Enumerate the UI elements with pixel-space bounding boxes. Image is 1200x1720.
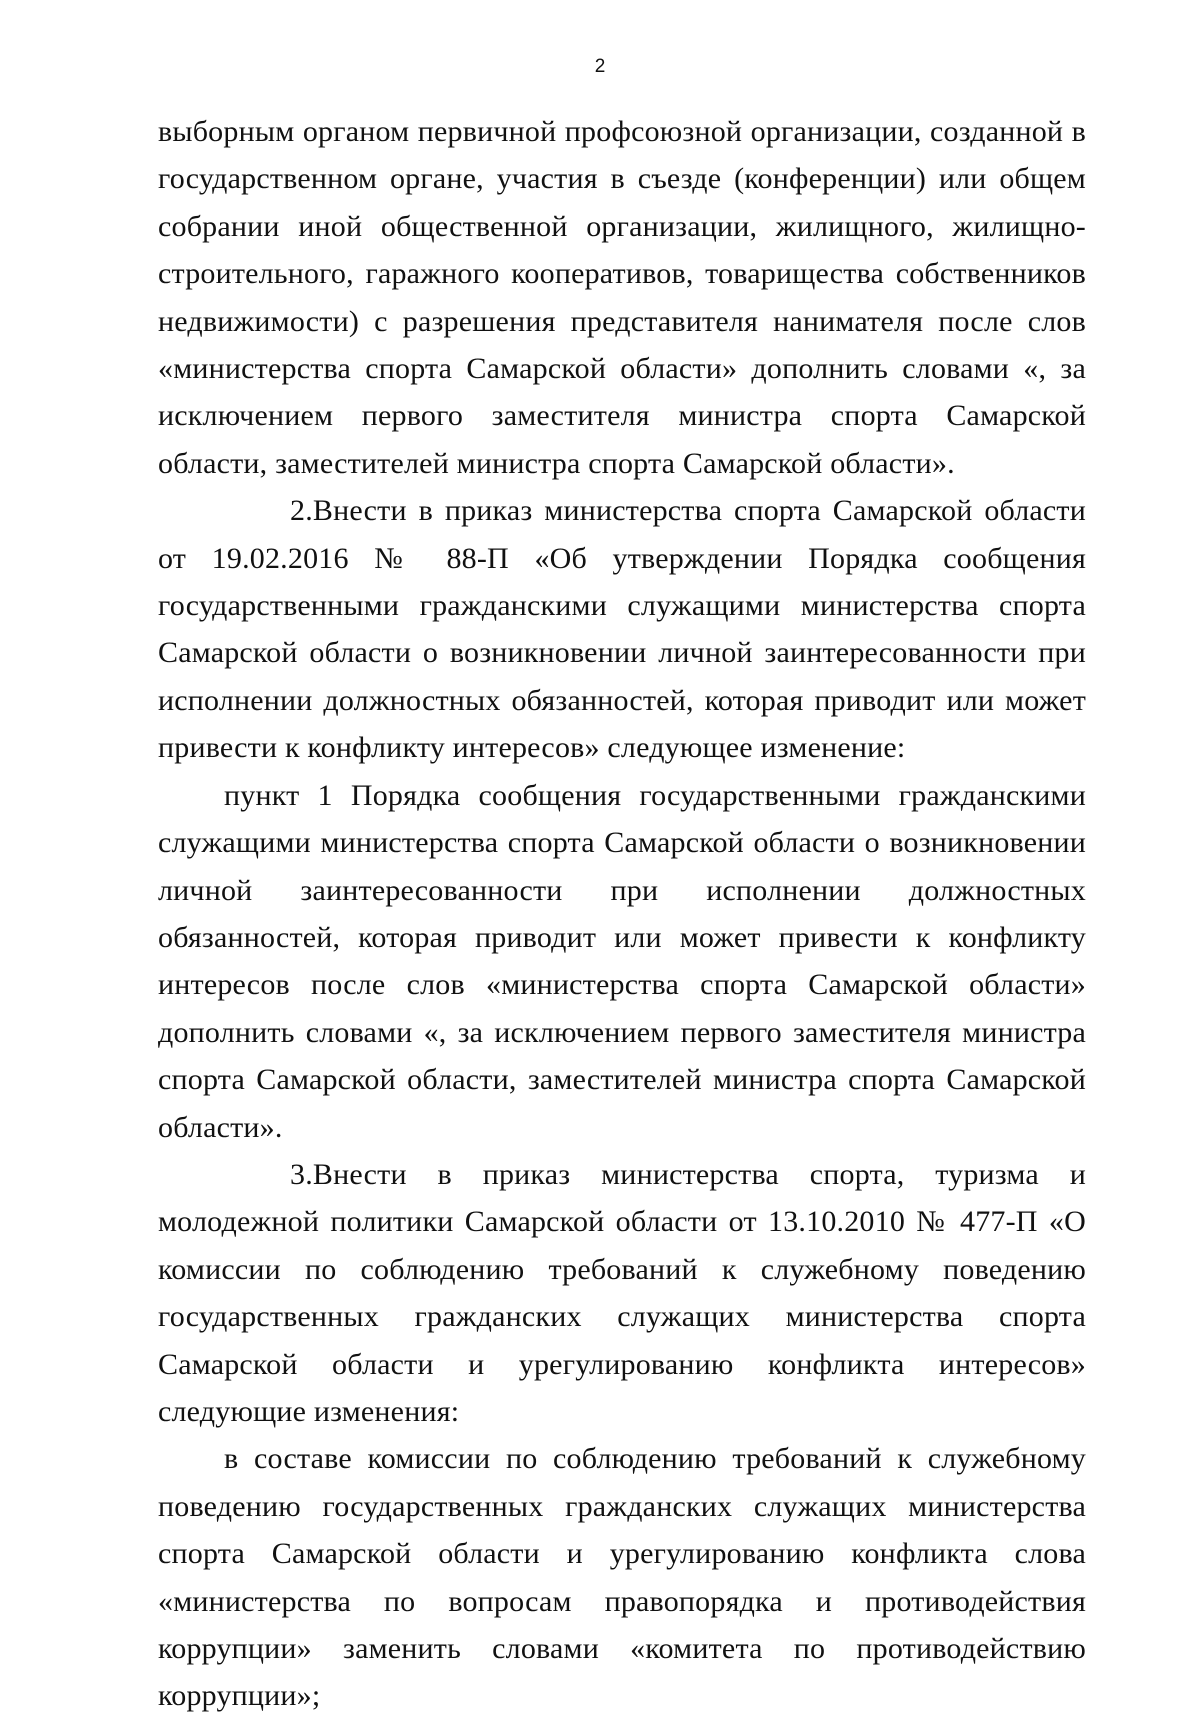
paragraph-item-3-sub: в составе комиссии по соблюдению требований к служебному поведению государственных гражданских служащих министерства спорта Самарской области и урегулированию конфликта слова «министерства по вопросам правопорядка и противодействия коррупции» заменить словами «комитета по противодействию коррупции»; — [158, 1442, 1086, 1713]
item-number: 2. — [290, 494, 313, 528]
item-text: Внести в приказ министерства спорта Самарской области от 19.02.2016 № 88-П «Об утверждении Порядка сообщения государственными гражданскими служащими министерства спорта Самарской области о возникновении личной заинтересованности при исполнении должностных обязанностей, которая приводит или может привести к конфликту интересов» следующее изменение: — [158, 494, 1086, 765]
paragraph-continuation: выборным органом первичной профсоюзной организации, созданной в государственном органе, участия в съезде (конференции) или общем собрании иной общественной организации, жилищного, жилищно-строительного, гаражного кооперативов, товарищества собственников недвижимости) с разрешения представителя нанимателя после слов «министерства спорта Самарской области» дополнить словами «, за исключением первого заместителя министра спорта Самарской области, заместителей министра спорта Самарской области». — [158, 115, 1086, 480]
item-text: Внести в приказ министерства спорта, туризма и молодежной политики Самарской области от 13.10.2010 № 477-П «О комиссии по соблюдению требований к служебному поведению государственных гражданских служащих министерства спорта Самарской области и урегулированию конфликта интересов» следующие изменения: — [158, 1157, 1086, 1428]
paragraph-item-2-sub: пункт 1 Порядка сообщения государственными гражданскими служащими министерства спорта Самарской области о возникновении личной заинтересованности при исполнении должностных обязанностей, которая приводит или может привести к конфликту интересов после слов «министерства спорта Самарской области» дополнить словами «, за исключением первого заместителя министра спорта Самарской области, заместителей министра спорта Самарской области». — [158, 778, 1086, 1144]
item-number: 3. — [290, 1157, 313, 1191]
paragraph-item-3 — [158, 1151, 1086, 1435]
paragraph-item-2 — [158, 487, 1086, 771]
page-number: 2 — [594, 56, 606, 77]
document-body — [158, 108, 1086, 1720]
